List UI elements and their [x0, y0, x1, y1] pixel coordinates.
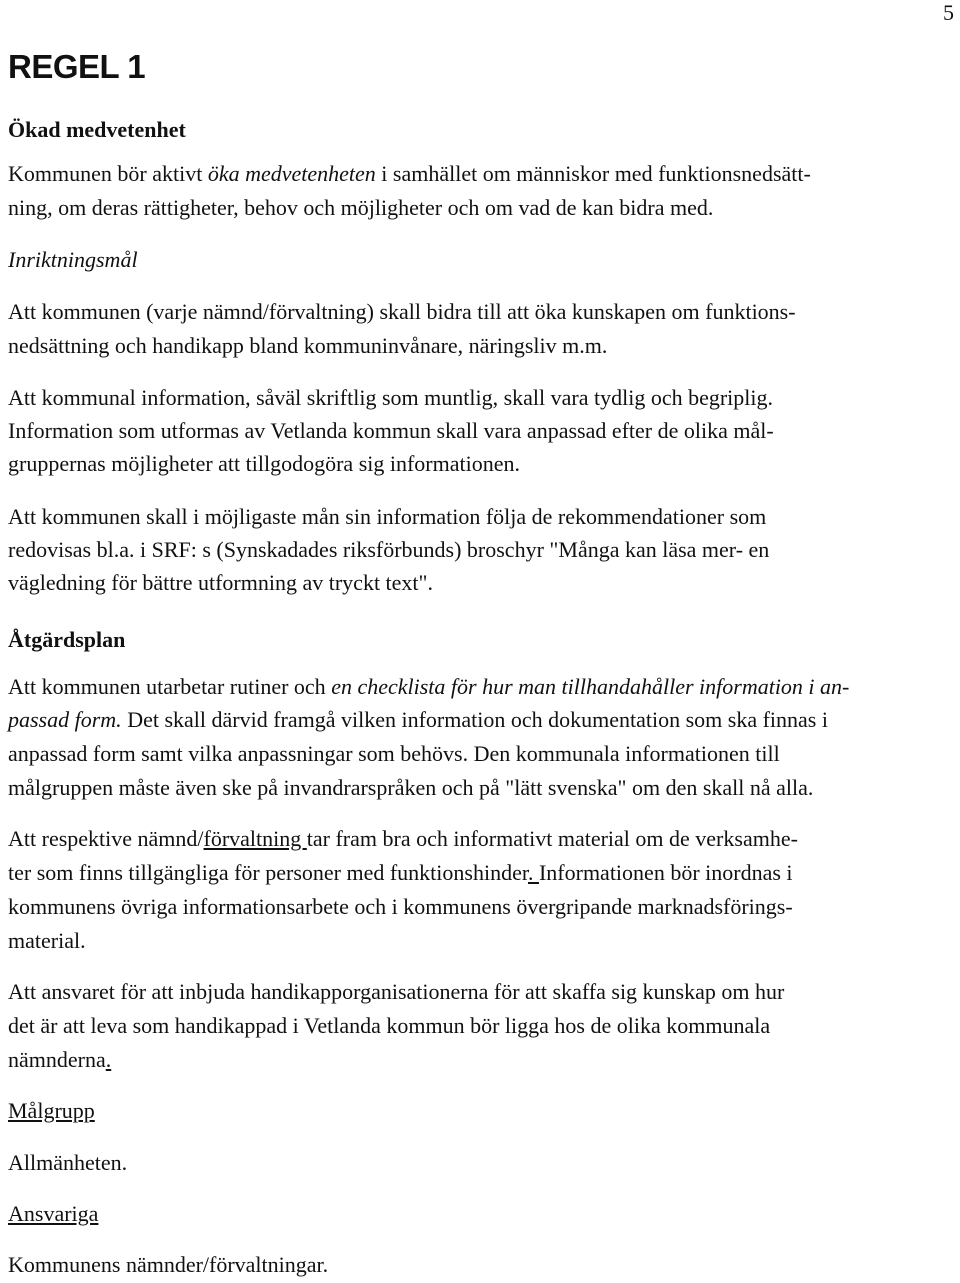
atgard1-line-2: passad form. Det skall därvid framgå vilken information och dokumentation som ska finnas i [8, 707, 828, 732]
atgard1-line-1: Att kommunen utarbetar rutiner och en checklista för hur man tillhandahåller information i an- [8, 674, 850, 699]
atgard2-line-2: ter som finns tillgängliga för personer med funktionshinder. Informationen bör inordnas i [8, 860, 793, 885]
inriktning-line-1: Att kommunen (varje nämnd/förvaltning) skall bidra till att öka kunskapen om funktions- [8, 299, 796, 324]
page-number: 5 [943, 0, 954, 25]
srf-line-2: redovisas bl.a. i SRF: s (Synskadades riksförbunds) broschyr "Många kan läsa mer- en [8, 537, 770, 562]
inriktning-line-2: nedsättning och handikapp bland kommuninvånare, näringsliv m.m. [8, 333, 608, 358]
atgard-title: Åtgärdsplan [8, 627, 126, 652]
atgard1-line-3: anpassad form samt vilka anpassningar som behövs. Den kommunala informationen till [8, 741, 780, 766]
info-line-1: Att kommunal information, såväl skriftlig som muntlig, skall vara tydlig och begriplig. [8, 385, 774, 410]
section-title: Ökad medvetenhet [8, 117, 186, 142]
atgard3-line-1: Att ansvaret för att inbjuda handikapporganisationerna för att skaffa sig kunskap om hur [8, 979, 785, 1004]
atgard1-line-4: målgruppen måste även ske på invandrarspråken och på "lätt svenska" om den skall nå alla. [8, 775, 814, 800]
atgard3-line-3: nämnderna. [8, 1047, 112, 1072]
ansvariga-label: Ansvariga [8, 1201, 99, 1226]
atgard2-line-3: kommunens övriga informationsarbete och i kommunens övergripande marknadsförings- [8, 894, 793, 919]
info-line-3: gruppernas möjligheter att tillgodogöra sig informationen. [8, 451, 520, 476]
srf-line-3: vägledning för bättre utformning av tryckt text". [8, 570, 434, 595]
atgard3-line-2: det är att leva som handikappad i Vetlanda kommun bör ligga hos de olika kommunala [8, 1013, 771, 1038]
intro-line-1: Kommunen bör aktivt öka medvetenheten i samhället om människor med funktionsnedsätt- [8, 161, 811, 186]
srf-line-1: Att kommunen skall i möjligaste mån sin information följa de rekommendationer som [8, 504, 767, 529]
atgard2-line-4: material. [8, 928, 86, 953]
malgrupp-label: Målgrupp [8, 1098, 95, 1123]
info-line-2: Information som utformas av Vetlanda kommun skall vara anpassad efter de olika mål- [8, 418, 774, 443]
malgrupp-value: Allmänheten. [8, 1150, 128, 1175]
inriktning-label: Inriktningsmål [8, 247, 138, 272]
atgard2-line-1: Att respektive nämnd/förvaltning tar fram bra och informativt material om de verksamhe- [8, 826, 798, 851]
intro-line-2: ning, om deras rättigheter, behov och möjligheter och om vad de kan bidra med. [8, 195, 714, 220]
ansvariga-value: Kommunens nämnder/förvaltningar. [8, 1252, 329, 1277]
page-heading: REGEL 1 [8, 48, 146, 85]
